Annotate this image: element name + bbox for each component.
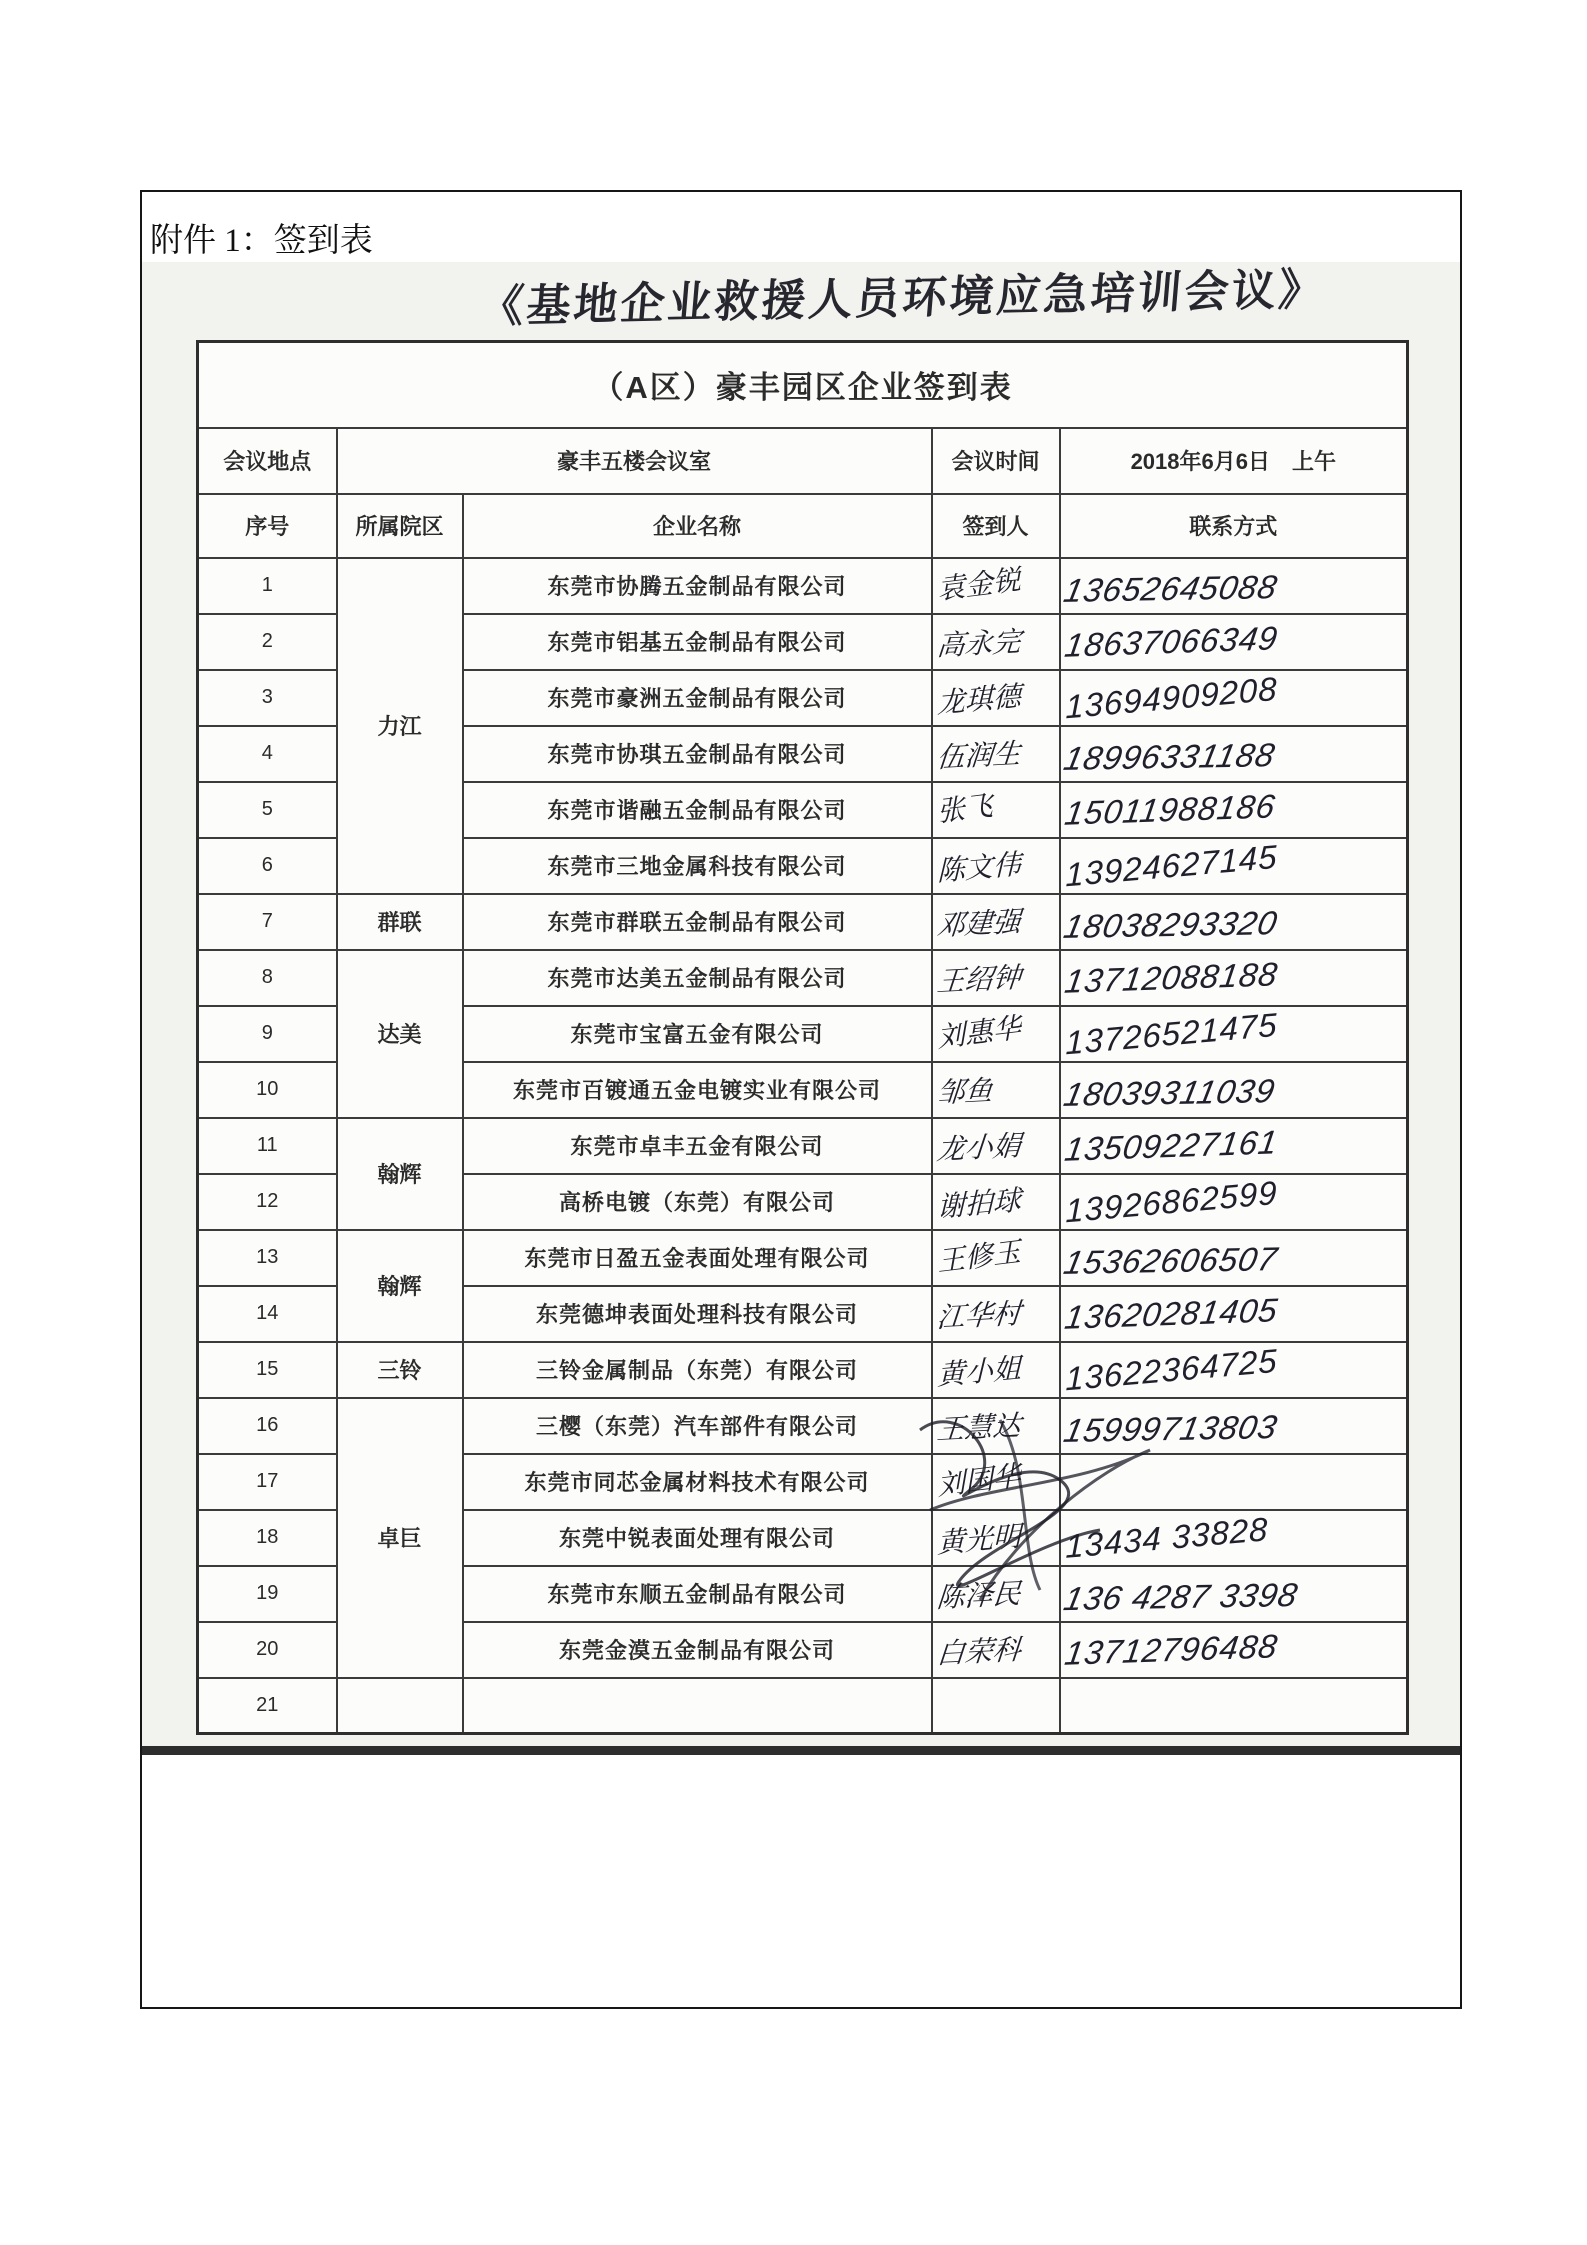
table-title-row (198, 342, 1408, 428)
table-row: 17 东莞市同芯金属材料技术有限公司 刘国华 (198, 1454, 1408, 1510)
table-row: 14 东莞德坤表面处理科技有限公司 江华村 13620281405 (198, 1286, 1408, 1342)
phone-cell (1060, 614, 1408, 670)
signature-cell (932, 1006, 1060, 1062)
table-row: 5 东莞市谐融五金制品有限公司 张飞 15011988186 (198, 782, 1408, 838)
phone-cell (1060, 894, 1408, 950)
handwritten-phone: 18637066349 (1062, 618, 1281, 664)
signature-cell (932, 1174, 1060, 1230)
scanned-sheet (142, 262, 1460, 1755)
phone-cell (1060, 782, 1408, 838)
signature-cell (932, 782, 1060, 838)
district-cell: 卓巨 (337, 1398, 463, 1678)
handwritten-signature: 袁金锐 (935, 563, 1022, 605)
table-row: 3 东莞市豪洲五金制品有限公司 龙琪德 13694909208 (198, 670, 1408, 726)
handwritten-phone: 18038293320 (1060, 903, 1281, 945)
signature-cell (932, 950, 1060, 1006)
district-cell: 力江 (337, 558, 463, 894)
handwritten-phone: 13712088188 (1062, 954, 1281, 1000)
meeting-time-value: 2018年6月6日 上午 (1060, 428, 1408, 494)
page-border-box (140, 190, 1462, 2009)
phone-cell (1060, 1174, 1408, 1230)
meeting-time-label: 会议时间 (932, 428, 1060, 494)
table-row: 15 三铃 三铃金属制品（东莞）有限公司 黄小姐 13622364725 (198, 1342, 1408, 1398)
meeting-location-value: 豪丰五楼会议室 (337, 428, 932, 494)
table-row: 13 翰辉 东莞市日盈五金表面处理有限公司 王修玉 15362606507 (198, 1230, 1408, 1286)
table-row: 18 东莞中锐表面处理有限公司 黄光明 13434 33828 (198, 1510, 1408, 1566)
handwritten-signature: 黄小姐 (936, 1351, 1021, 1391)
signature-cell (932, 1286, 1060, 1342)
handwritten-signature: 黄光明 (936, 1519, 1021, 1559)
handwritten-signature: 陈文伟 (936, 847, 1021, 887)
handwritten-signature: 邹鱼 (935, 1073, 994, 1109)
signature-cell (932, 614, 1060, 670)
signature-cell (932, 1230, 1060, 1286)
attachment-label: 附件 1：签到表 (150, 223, 373, 259)
handwritten-signature: 谢拍球 (936, 1183, 1021, 1223)
handwritten-signature: 张飞 (935, 789, 994, 827)
handwritten-signature: 伍润生 (935, 737, 1022, 773)
column-header-row (198, 494, 1408, 558)
table-row: 21 (198, 1678, 1408, 1734)
phone-cell (1060, 558, 1408, 614)
signature-cell (932, 1062, 1060, 1118)
handwritten-signature: 龙琪德 (936, 679, 1021, 719)
signature-cell (932, 558, 1060, 614)
handwritten-signature: 江华村 (935, 1297, 1022, 1333)
handwritten-signature: 王修玉 (935, 1235, 1022, 1277)
handwritten-phone: 15011988186 (1062, 786, 1278, 832)
handwritten-phone: 18996331188 (1060, 735, 1279, 777)
handwritten-phone: 136 4287 3398 (1060, 1575, 1301, 1617)
handwritten-phone: 13622364725 (1064, 1341, 1277, 1397)
signature-cell (932, 726, 1060, 782)
col-header-district: 所属院区 (337, 494, 463, 558)
signature-scribble (900, 1390, 1200, 1630)
handwritten-phone: 13712796488 (1062, 1626, 1281, 1672)
handwritten-phone: 15999713803 (1060, 1407, 1281, 1449)
signature-cell (932, 894, 1060, 950)
handwritten-signature: 白荣科 (935, 1633, 1022, 1669)
phone-cell (1060, 950, 1408, 1006)
district-cell: 达美 (337, 950, 463, 1118)
district-cell: 三铃 (337, 1342, 463, 1398)
handwritten-phone: 13620281405 (1062, 1290, 1281, 1336)
district-cell (337, 1678, 463, 1734)
phone-cell (1060, 1062, 1408, 1118)
table-row: 2 东莞市铝基五金制品有限公司 高永完 18637066349 (198, 614, 1408, 670)
handwritten-phone: 13926862599 (1064, 1173, 1277, 1229)
handwritten-signature: 王慧达 (935, 1409, 1022, 1445)
handwritten-phone: 13652645088 (1060, 567, 1281, 609)
handwritten-signature: 高永完 (935, 625, 1022, 661)
table-row: 16 卓巨 三樱（东莞）汽车部件有限公司 王慧达 15999713803 (198, 1398, 1408, 1454)
table-row: 6 东莞市三地金属科技有限公司 陈文伟 13924627145 (198, 838, 1408, 894)
table-row: 12 高桥电镀（东莞）有限公司 谢拍球 13926862599 (198, 1174, 1408, 1230)
signature-cell (932, 1118, 1060, 1174)
handwritten-phone: 13694909208 (1064, 669, 1277, 725)
signature-cell (932, 1678, 1060, 1734)
handwritten-phone: 13509227161 (1062, 1122, 1281, 1168)
table-row: 7 群联 东莞市群联五金制品有限公司 邓建强 18038293320 (198, 894, 1408, 950)
meeting-location-label: 会议地点 (198, 428, 337, 494)
meeting-meta-row (198, 428, 1408, 494)
table-row: 19 东莞市东顺五金制品有限公司 陈泽民 136 4287 3398 (198, 1566, 1408, 1622)
phone-cell (1060, 1230, 1408, 1286)
district-cell: 翰辉 (337, 1230, 463, 1342)
phone-cell (1060, 1286, 1408, 1342)
table-row: 11 翰辉 东莞市卓丰五金有限公司 龙小娟 13509227161 (198, 1118, 1408, 1174)
table-row: 10 东莞市百镀通五金电镀实业有限公司 邹鱼 18039311039 (198, 1062, 1408, 1118)
phone-cell (1060, 838, 1408, 894)
handwritten-signature: 刘国华 (935, 1459, 1022, 1501)
handwritten-signature: 邓建强 (935, 905, 1022, 941)
table-title: （A区）豪丰园区企业签到表 (198, 342, 1408, 428)
phone-cell (1060, 1678, 1408, 1734)
table-row: 8 达美 东莞市达美五金制品有限公司 王绍钟 13712088188 (198, 950, 1408, 1006)
handwritten-phone: 13924627145 (1064, 837, 1277, 893)
signin-table (196, 340, 1409, 1735)
handwritten-phone: 13434 33828 (1064, 1509, 1268, 1565)
handwritten-signature: 刘惠华 (935, 1011, 1022, 1053)
district-cell: 翰辉 (337, 1118, 463, 1230)
table-row: 1 力江 东莞市协腾五金制品有限公司 袁金锐 13652645088 (198, 558, 1408, 614)
handwritten-signature: 陈泽民 (935, 1577, 1022, 1613)
signature-cell (932, 838, 1060, 894)
table-row: 9 东莞市宝富五金有限公司 刘惠华 13726521475 (198, 1006, 1408, 1062)
handwritten-signature: 龙小娟 (935, 1129, 1022, 1165)
signature-cell (932, 670, 1060, 726)
phone-cell (1060, 726, 1408, 782)
phone-cell (1060, 670, 1408, 726)
district-cell: 群联 (337, 894, 463, 950)
table-row: 4 东莞市协琪五金制品有限公司 伍润生 18996331188 (198, 726, 1408, 782)
handwritten-meeting-title: 《基地企业救援人员环境应急培训会议》 (477, 265, 1328, 332)
phone-cell (1060, 1006, 1408, 1062)
col-header-no: 序号 (198, 494, 337, 558)
table-row: 20 东莞金漠五金制品有限公司 白荣科 13712796488 (198, 1622, 1408, 1678)
handwritten-signature: 王绍钟 (935, 961, 1022, 997)
handwritten-phone: 15362606507 (1060, 1239, 1281, 1281)
col-header-contact: 联系方式 (1060, 494, 1408, 558)
col-header-company: 企业名称 (463, 494, 932, 558)
col-header-signer: 签到人 (932, 494, 1060, 558)
phone-cell (1060, 1118, 1408, 1174)
handwritten-phone: 18039311039 (1060, 1071, 1279, 1113)
handwritten-phone: 13726521475 (1064, 1005, 1277, 1061)
